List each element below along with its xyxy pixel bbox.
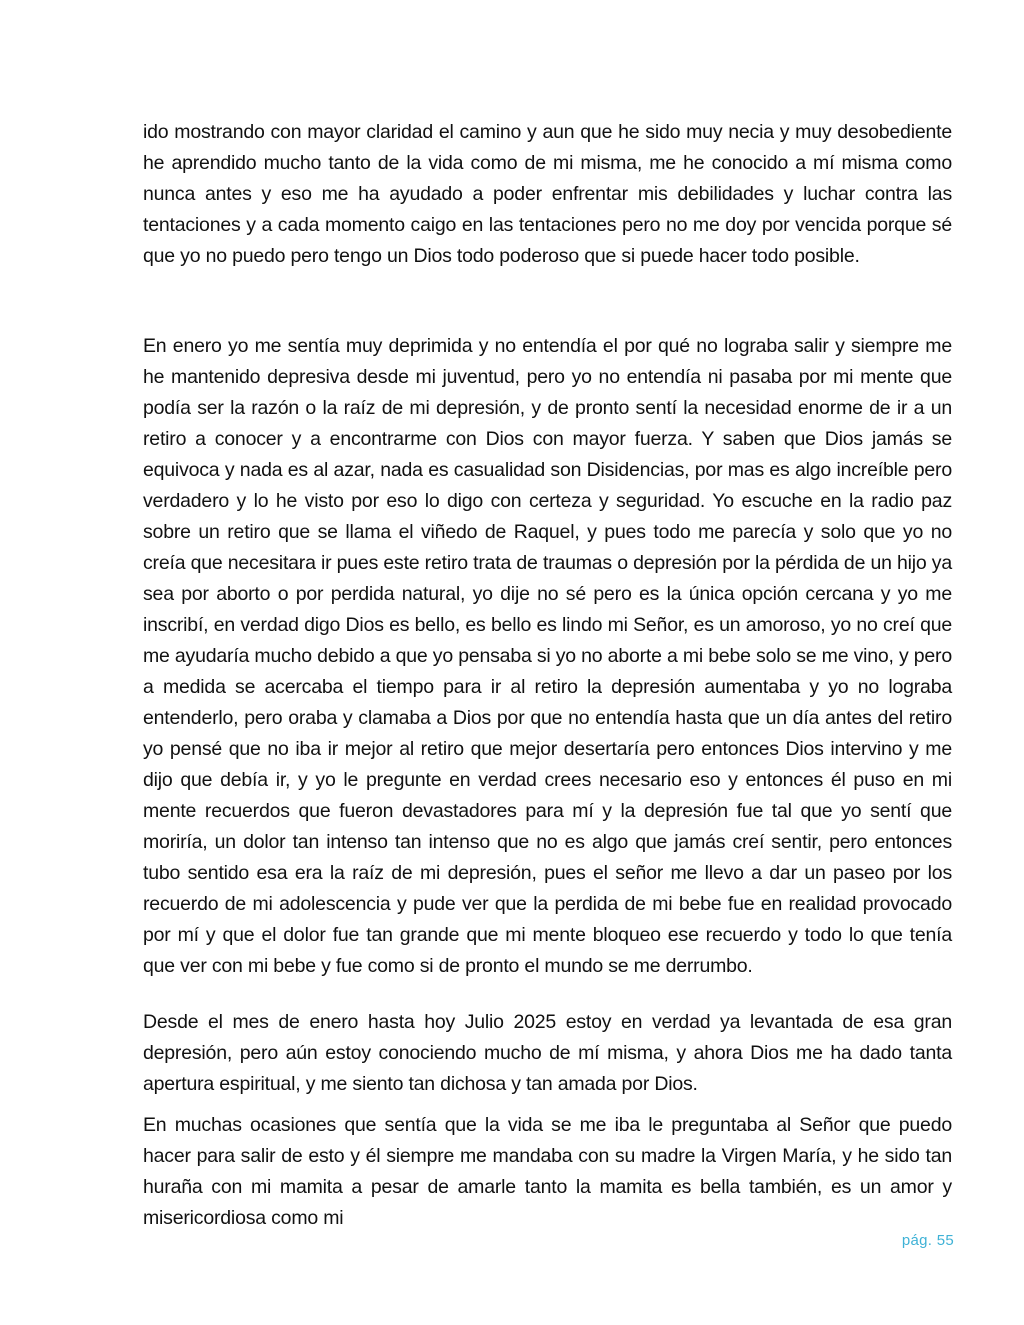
page-number: pág. 55: [901, 1232, 954, 1249]
paragraph-1: ido mostrando con mayor claridad el camino y aun que he sido muy necia y muy desobediente he aprendido mucho tanto de la vida como de mi misma, me he conocido a mí misma como nunca antes y eso me ha ayudado a poder enfrentar mis debilidades y luchar contra las tentaciones y a cada momento caigo en las tentaciones pero no me doy por vencida porque sé que yo no puedo pero tengo un Dios todo poderoso que si puede hacer todo posible.: [143, 121, 952, 267]
paragraph-4: En muchas ocasiones que sentía que la vida se me iba le preguntaba al Señor que puedo hacer para salir de esto y él siempre me mandaba con su madre la Virgen María, y he sido tan huraña con mi mamita a pesar de amarle tanto la mamita es bella también, es un amor y misericordiosa como mi: [143, 1114, 952, 1229]
paragraph-3: Desde el mes de enero hasta hoy Julio 2025 estoy en verdad ya levantada de esa gran depresión, pero aún estoy conociendo mucho de mí misma, y ahora Dios me ha dado tanta apertura espiritual, y me siento tan dichosa y tan amada por Dios.: [143, 1011, 952, 1095]
paragraph-2: En enero yo me sentía muy deprimida y no entendía el por qué no lograba salir y siempre me he mantenido depresiva desde mi juventud, pero yo no entendía ni pasaba por mi mente que podía ser la razón o la raíz de mi depresión, y de pronto sentí la necesidad enorme de ir a un retiro a conocer y a encontrarme con Dios con mayor fuerza. Y saben que Dios jamás se equivoca y nada es al azar, nada es casualidad son Disidencias, por mas es algo increíble pero verdadero y lo he visto por eso lo digo con certeza y seguridad. Yo escuche en la radio paz sobre un retiro que se llama el viñedo de Raquel, y pues todo me parecía y solo que yo no creía que necesitara ir pues este retiro trata de traumas o depresión por la pérdida de un hijo ya sea por aborto o por perdida natural, yo dije no sé pero es la única opción cercana y yo me inscribí, en verdad digo Dios es bello, es bello es lindo mi Señor, es un amoroso, yo no creí que me ayudaría mucho debido a que yo pensaba si yo no aborte a mi bebe solo se me vino, y pero a medida se acercaba el tiempo para ir al retiro la depresión aumentaba y yo no lograba entenderlo, pero oraba y clamaba a Dios por que no entendía hasta que un día antes del retiro yo pensé que no iba ir mejor al retiro que mejor desertaría pero entonces Dios intervino y me dijo que debía ir, y yo le pregunte en verdad crees necesario eso y entonces él puso en mi mente recuerdos que fueron devastadores para mí y la depresión fue tal que yo sentí que moriría, un dolor tan intenso tan intenso que no es algo que jamás creí sentir, pero entonces tubo sentido esa era la raíz de mi depresión, pues el señor me llevo a dar un paseo por los recuerdo de mi adolescencia y pude ver que la perdida de mi bebe fue en realidad provocado por mí y que el dolor fue tan grande que mi mente bloqueo ese recuerdo y todo lo que tenía que ver con mi bebe y fue como si de pronto el mundo se me derrumbo.: [143, 335, 952, 977]
